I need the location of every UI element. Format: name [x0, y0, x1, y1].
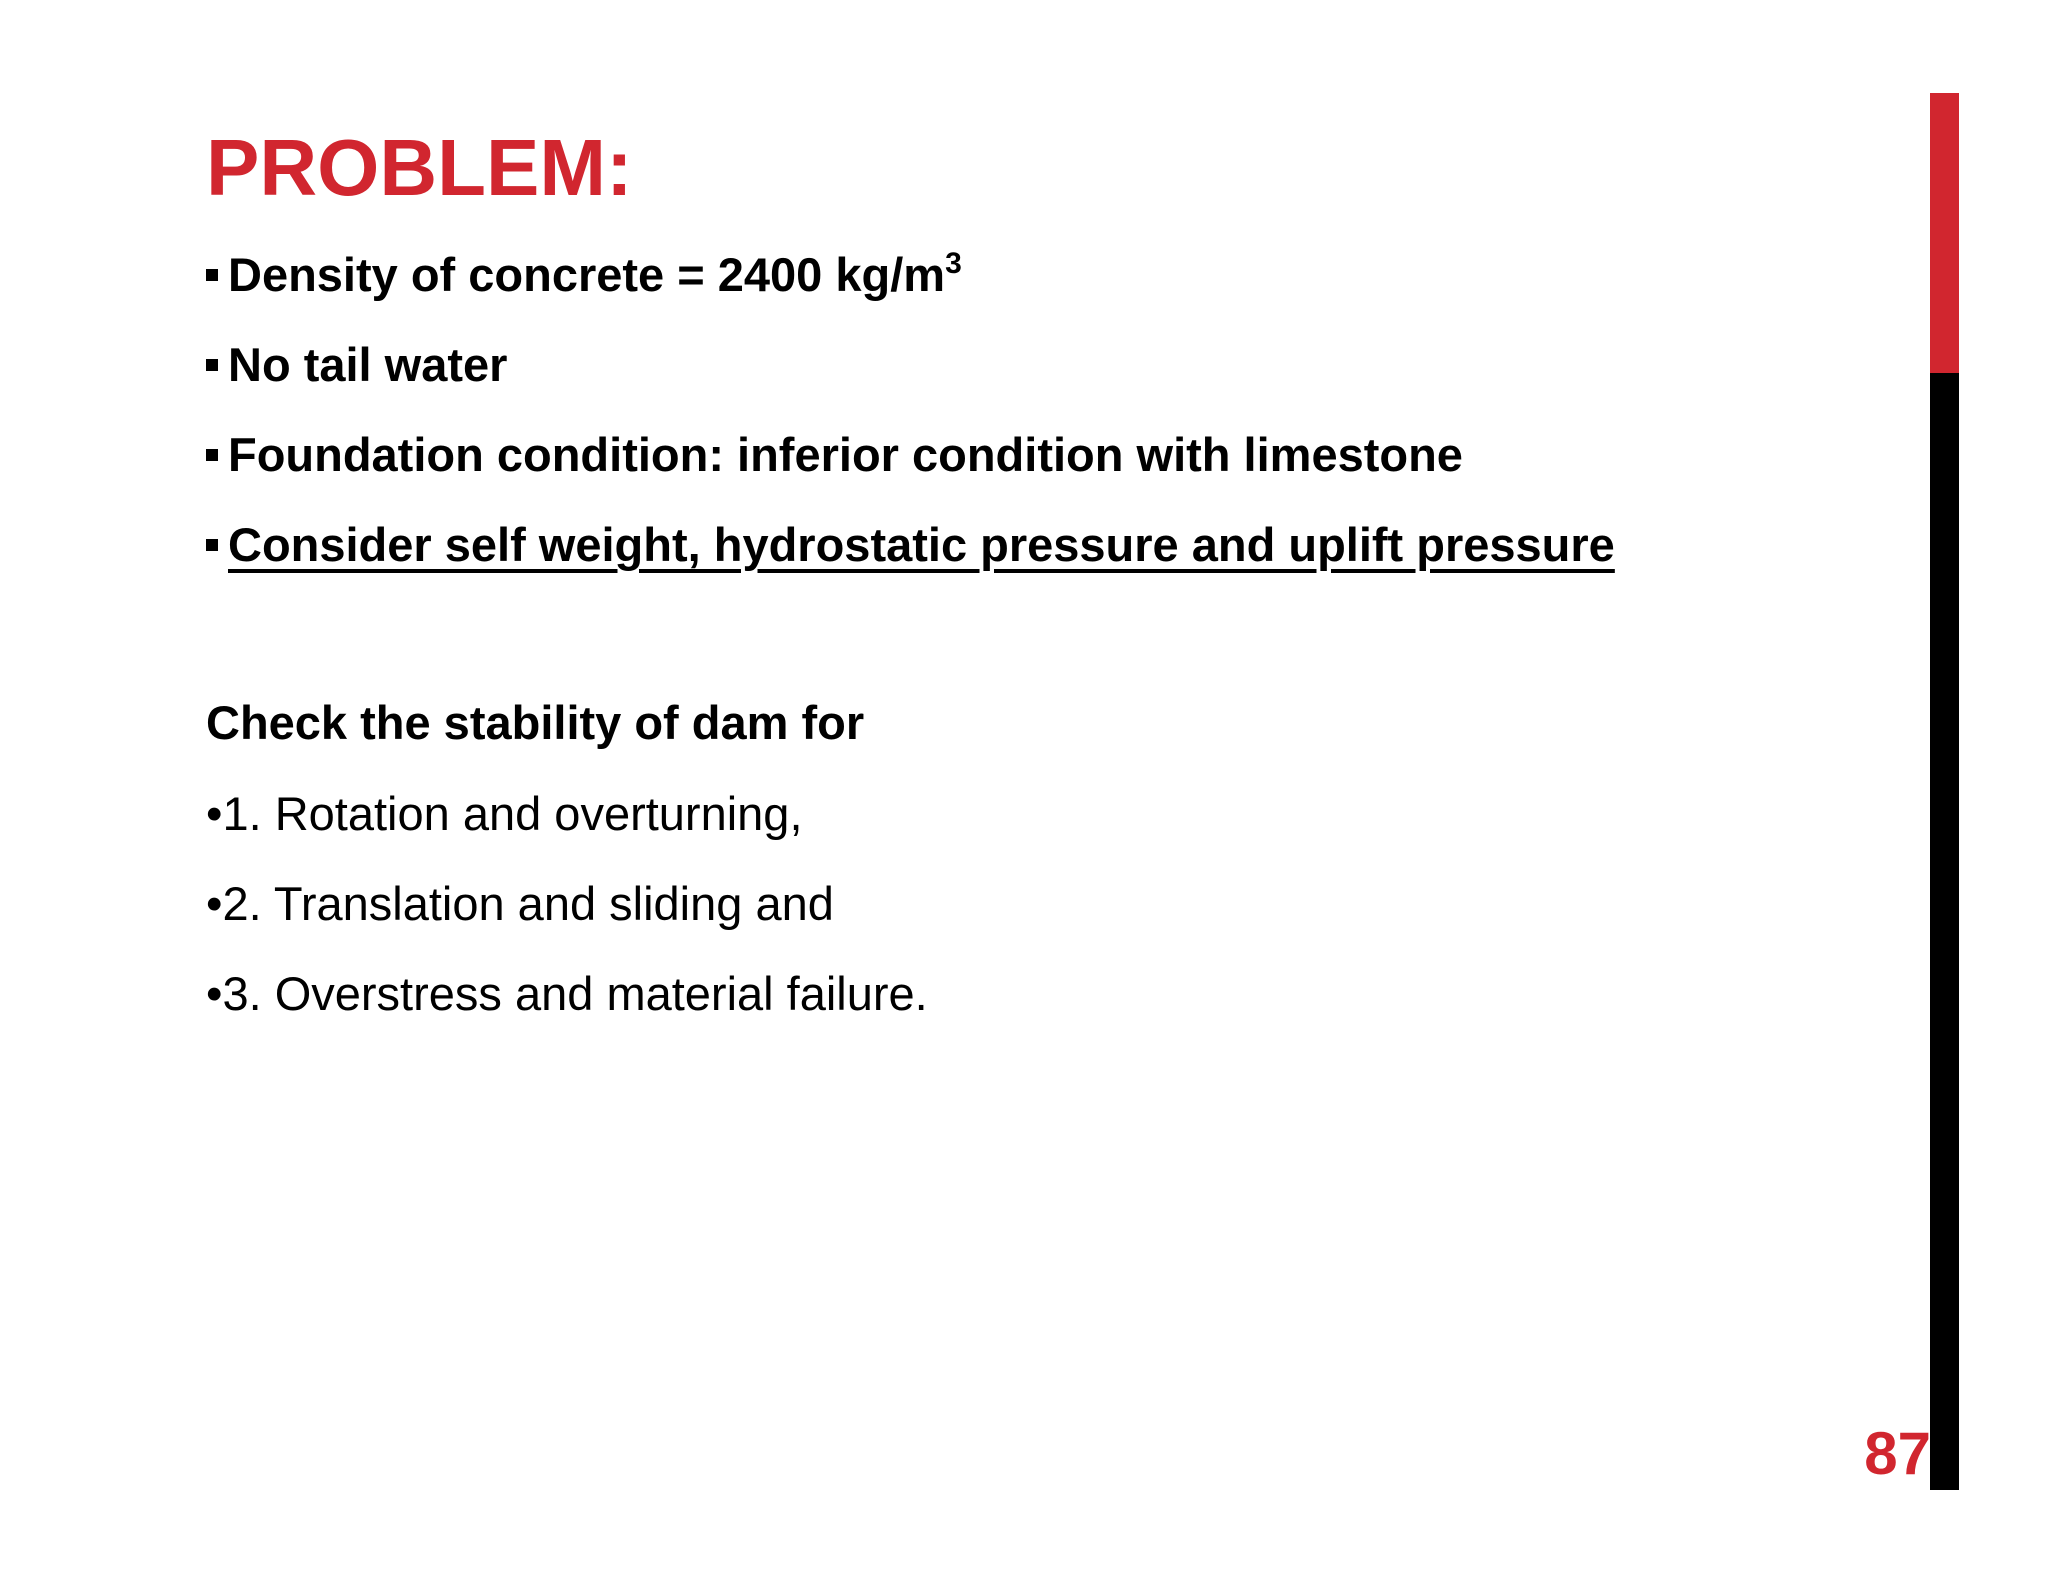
stability-checks-list	[206, 784, 928, 1054]
list-item-overstress: •3. Overstress and material failure.	[206, 967, 928, 1020]
list-item-tail-water	[206, 335, 1615, 425]
list-item-foundation	[206, 425, 1615, 515]
check-heading: Check the stability of dam for	[206, 696, 865, 749]
density-text: Density of concrete = 2400 $kg/m^3$	[228, 247, 962, 301]
square-bullet-icon	[206, 449, 218, 461]
tail-water-text: No tail water	[228, 338, 508, 391]
square-bullet-icon	[206, 539, 218, 551]
density-exponent: 3	[945, 247, 962, 280]
foundation-text: Foundation condition: inferior condition with limestone	[228, 428, 1463, 481]
list-item-consider	[206, 515, 1615, 605]
list-item-rotation: •1. Rotation and overturning,	[206, 787, 803, 840]
list-item-density	[206, 245, 1615, 335]
list-item-translation: •2. Translation and sliding and	[206, 877, 834, 930]
consider-text: Consider self weight, hydrostatic pressure and uplift pressure	[228, 518, 1615, 571]
given-conditions-list	[206, 245, 1615, 605]
page-number: 87	[1864, 1420, 1931, 1487]
accent-bar-red	[1930, 93, 1959, 373]
square-bullet-icon	[206, 359, 218, 371]
accent-bar-black	[1930, 373, 1959, 1490]
slide-title: PROBLEM:	[206, 123, 633, 212]
square-bullet-icon	[206, 269, 218, 281]
